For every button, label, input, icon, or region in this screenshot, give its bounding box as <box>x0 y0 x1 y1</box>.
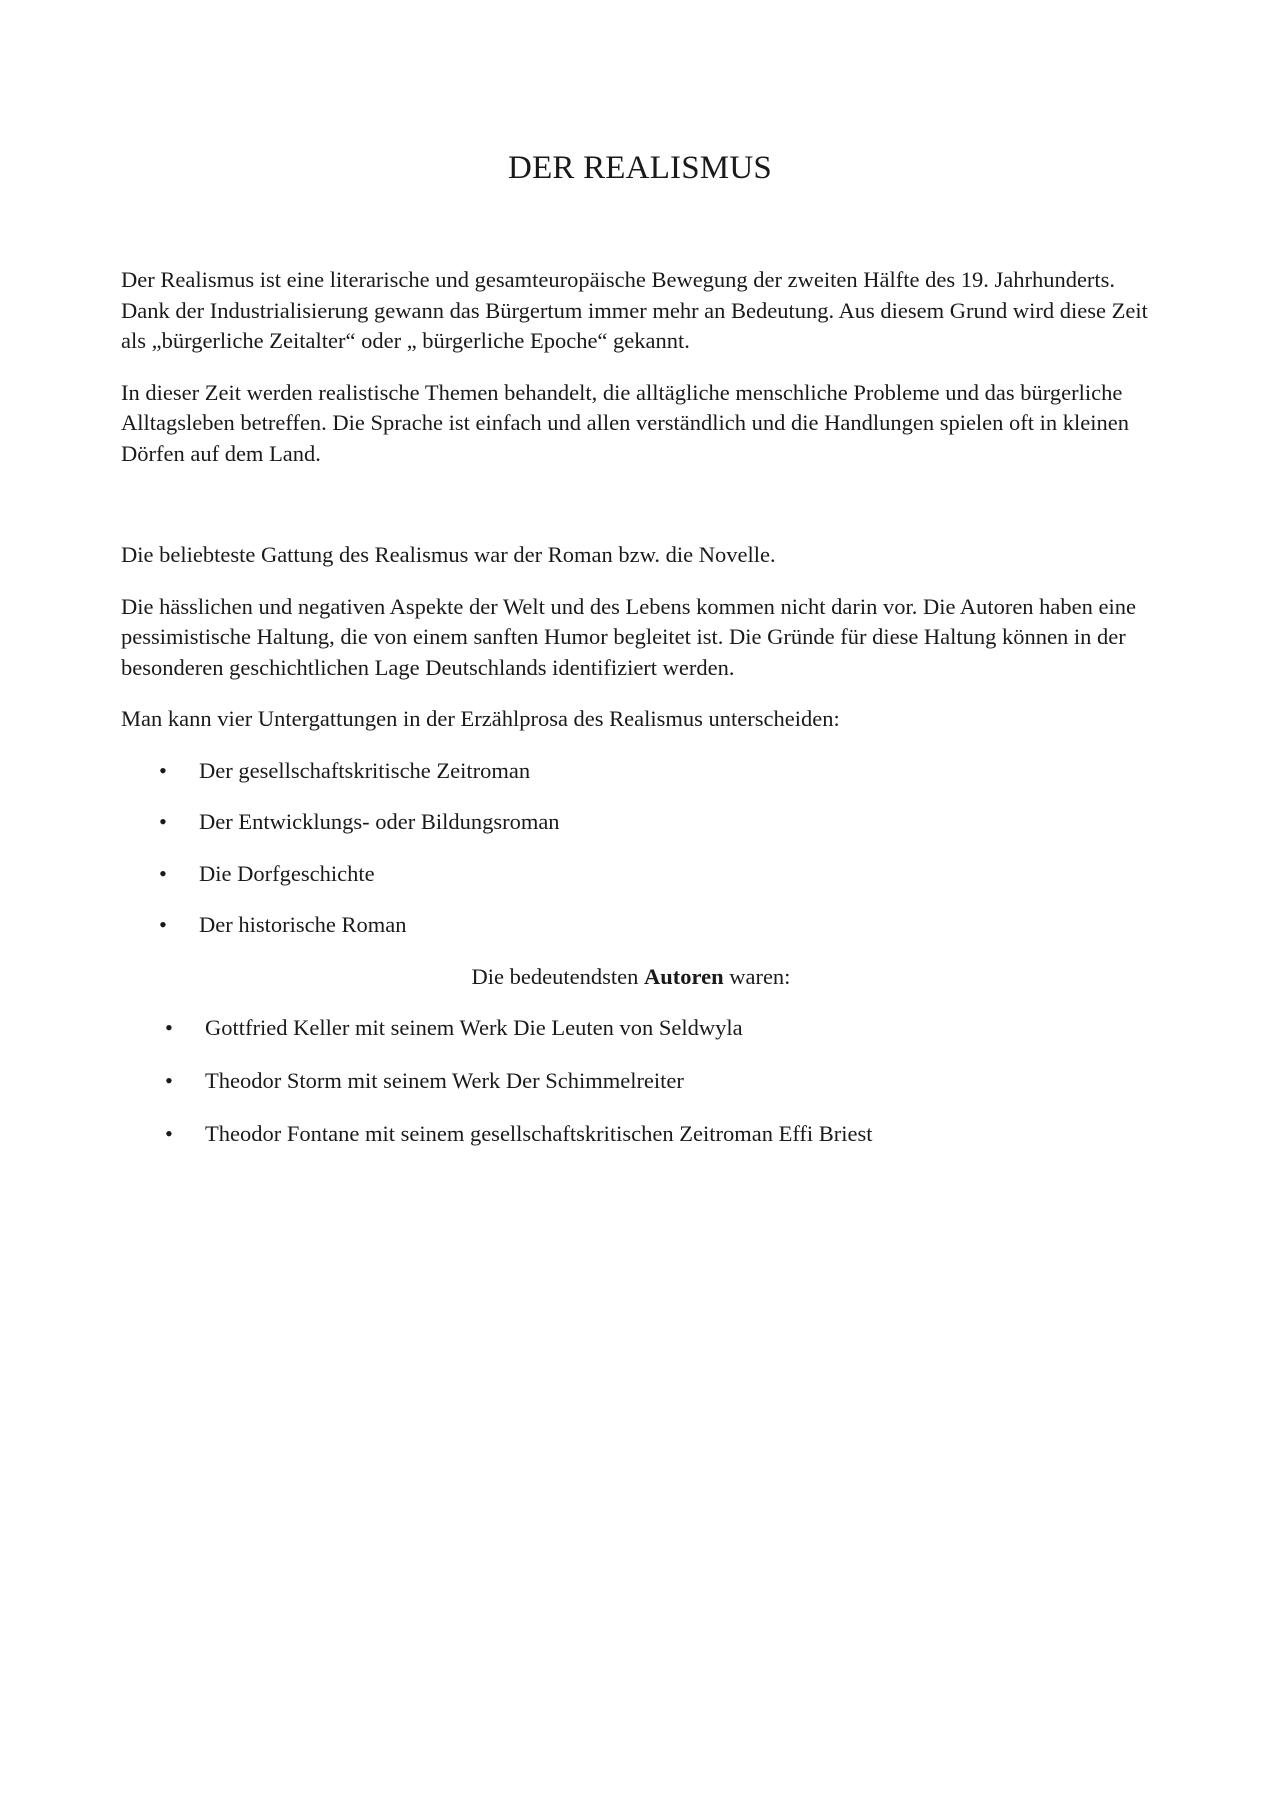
paragraph-intro: Der Realismus ist eine literarische und gesamteuropäische Bewegung der zweiten Hälfte des 19. Jahrhunderts. Dank der Industrialisierung gewann das Bürgertum immer mehr an Bedeutung. Aus diesem Grund wird diese Zeit als „bürgerliche Zeitalter“ oder „ bürgerliche Epoche“ gekannt. <box>121 267 1148 353</box>
authors-heading-bold: Autoren <box>644 963 724 989</box>
list-item-text: Theodor Fontane mit seinem gesellschaftskritischen Zeitroman Effi Briest <box>205 1121 873 1146</box>
list-item-text: Der historische Roman <box>199 912 407 937</box>
bullet-icon: • <box>159 912 167 937</box>
author-list <box>121 1013 1161 1150</box>
bullet-icon: • <box>165 1121 173 1146</box>
bullet-icon: • <box>159 809 167 834</box>
subgenre-list <box>121 756 1161 941</box>
list-item <box>121 1119 1161 1150</box>
list-item <box>121 756 1161 787</box>
bullet-icon: • <box>159 757 167 783</box>
list-item <box>121 910 1161 941</box>
list-item-text: Die Dorfgeschichte <box>199 860 375 886</box>
authors-heading-after: waren: <box>723 963 791 989</box>
bullet-icon: • <box>165 1015 173 1040</box>
bullet-icon: • <box>159 860 167 886</box>
list-item-text: Der gesellschaftskritische Zeitroman <box>199 757 531 783</box>
list-item <box>121 1066 1161 1097</box>
document-body <box>121 265 1161 1172</box>
paragraph-themes: In dieser Zeit werden realistische Themen behandelt, die alltägliche menschliche Probleme und das bürgerliche Alltagsleben betreffen. Die Sprache ist einfach und allen verständlich und die Handlungen spielen oft in kleinen Dörfen auf dem Land. <box>121 379 1130 466</box>
list-item <box>121 807 1161 838</box>
list-item-text: Gottfried Keller mit seinem Werk Die Leuten von Seldwyla <box>205 1015 743 1040</box>
authors-heading-before: Die bedeutendsten <box>471 963 644 989</box>
list-item-text: Der Entwicklungs- oder Bildungsroman <box>199 809 560 834</box>
list-item <box>121 1013 1161 1044</box>
list-item-text: Theodor Storm mit seinem Werk Der Schimmelreiter <box>205 1068 684 1093</box>
paragraph-subgenres-intro: Man kann vier Untergattungen in der Erzählprosa des Realismus unterscheiden: <box>121 706 840 731</box>
paragraph-genre: Die beliebteste Gattung des Realismus war der Roman bzw. die Novelle. <box>121 542 776 567</box>
paragraph-attitude: Die hässlichen und negativen Aspekte der Welt und des Lebens kommen nicht darin vor. Die Autoren haben eine pessimistische Haltung, die von einem sanften Humor begleitet ist. Die Gründe für diese Haltung können in der besonderen geschichtlichen Lage Deutschlands identifiziert werden. <box>121 593 1137 680</box>
document-title: DER REALISMUS <box>508 150 772 186</box>
list-item <box>121 859 1161 890</box>
authors-heading <box>121 962 1161 993</box>
bullet-icon: • <box>165 1068 173 1093</box>
